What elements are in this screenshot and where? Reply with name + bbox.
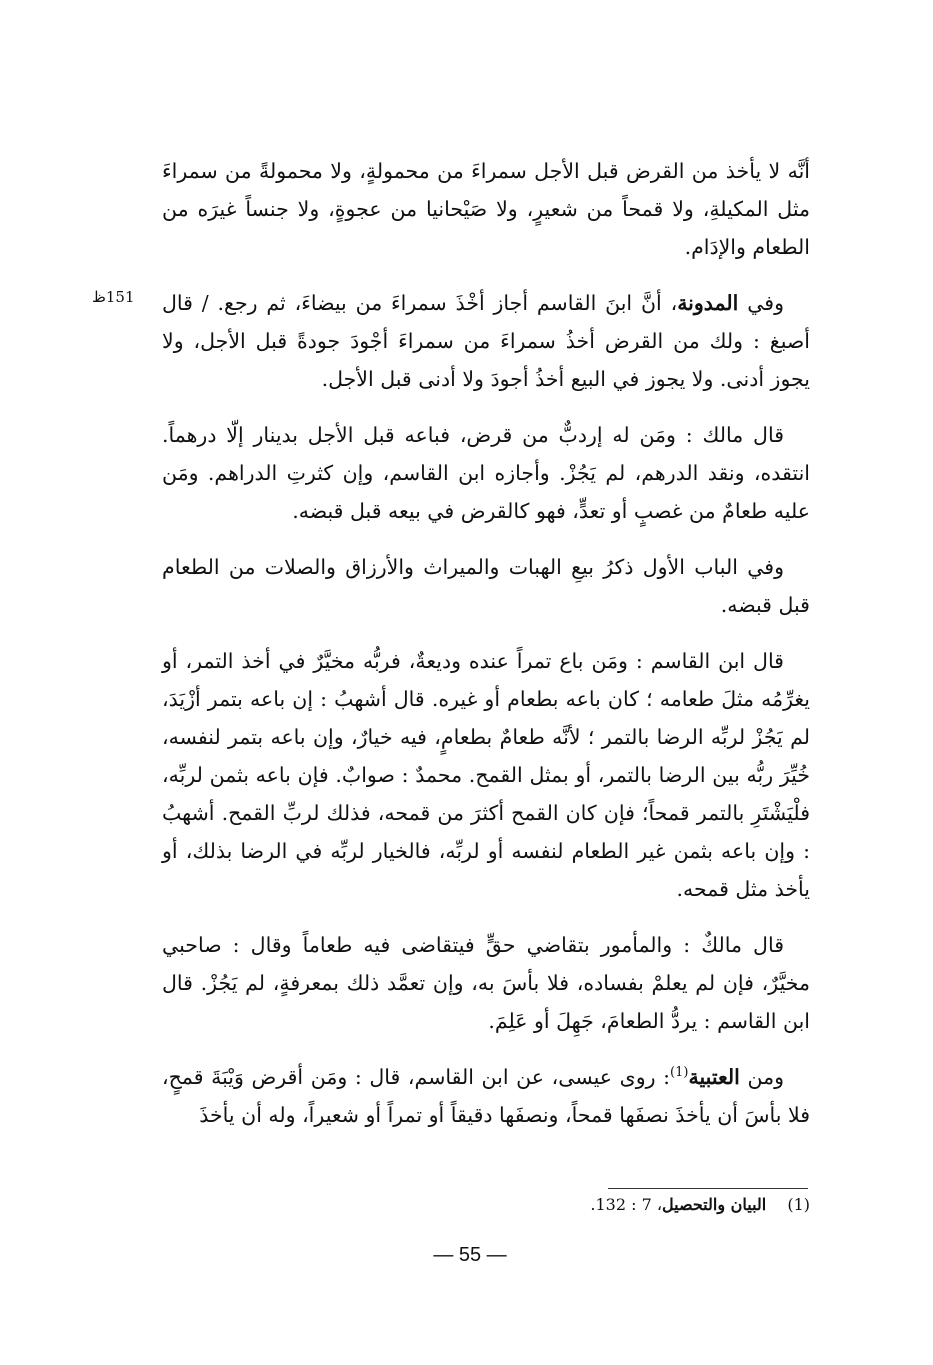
paragraph-5 (162, 642, 810, 908)
paragraph-2-bold-term: المدونة (677, 291, 739, 315)
paragraph-7 (162, 1058, 810, 1134)
footnote-source: البيان والتحصيل (662, 1195, 767, 1214)
paragraph-6-text: قال مالكٌ : والمأمور بتقاضي حقٍّ فيتقاضى فيه طعاماً وقال : صاحبي مخيَّرٌ، فإن لم يعلمْ بفساده، فلا بأسَ به، وإن تعمَّد ذلك بمعرفةٍ، لم يَجُزْ. قال ابن القاسم : يردُّ الطعامَ، جَهِلَ أو عَلِمَ. (162, 933, 810, 1033)
paragraph-4 (162, 548, 810, 624)
page-number: — 55 — (433, 1244, 507, 1266)
paragraph-7-lead: ومن (747, 1065, 784, 1089)
paragraph-4-text: وفي الباب الأول ذكرُ بيعِ الهبات والميراث والأرزاق والصلات من الطعام قبل قبضه. (162, 555, 810, 617)
footnote-divider (608, 1188, 808, 1189)
paragraph-1-text: أنَّه لا يأخذ من القرض قبل الأجل سمراءَ من محمولةٍ، ولا محمولةً من سمراءَ مثل المكيلةِ، ولا قمحاً من شعيرٍ، ولا صَيْحانيا من عجوةٍ، ولا جنساً غيرَه من الطعام والإدَام. (162, 159, 810, 259)
paragraph-5-text: قال ابن القاسم : ومَن باع تمراً عنده وديعةٌ، فربُّه مخيَّرٌ في أخذ التمر، أو يغرِّمُه مثلَ طعامه ؛ كان باعه بطعام أو غيره. قال أشهبُ : إن باعه بتمر أزْيَدَ، لم يَجُزْ لربِّه الرضا بالتمر ؛ لأنَّه طعامٌ بطعامٍ، فيه خيارٌ، وإن باعه بتمر لنفسه، خُيِّرَ ربُّه بين الرضا بالتمر، أو بمثل القمح. محمدٌ : صوابٌ. فإن باعه بثمن لربِّه، فلْيَشْتَرِ بالتمر قمحاً؛ فإن كان القمح أكثرَ من قمحه، فذلك لربِّ القمح. أشهبُ : وإن باعه بثمن غير الطعام لنفسه أو لربِّه، فالخيار لربِّه في الرضا بذلك، أو يأخذ مثل قمحه. (162, 649, 810, 901)
paragraph-7-bold-term: العتبية (688, 1065, 740, 1089)
paragraph-2 (162, 284, 810, 398)
footnote-reference[interactable]: (1) (670, 1065, 689, 1081)
paragraph-2-lead: وفي (747, 291, 784, 315)
margin-folio-note: 151ظ (92, 288, 135, 306)
paragraph-3-text: قال مالك : ومَن له إردبٌّ من قرض، فباعه قبل الأجل بدينار إلّا درهماً. انتقده، ونقد الدرهم، لم يَجُزْ. وأجازه ابن القاسم، وإن كثرتِ الدراهم. ومَن عليه طعامٌ من غصبٍ أو تعدٍّ، فهو كالقرض في بيعه قبل قبضه. (162, 423, 810, 523)
paragraph-1 (162, 152, 810, 266)
paragraph-2-text: ، أنَّ ابنَ القاسم أجاز أخْذَ سمراءَ من بيضاءَ، ثم رجع. / قال أصبغ : ولك من القرض أخذُ سمراءَ من سمراءَ أجْودَ جودةً قبل الأجل، ولا يجوز أدنى. ولا يجوز في البيع أخذُ أجودَ ولا أدنى قبل الأجل. (162, 291, 810, 391)
paragraph-6 (162, 926, 810, 1040)
footnote-mark: (1) (787, 1195, 810, 1214)
body-text (162, 152, 810, 1152)
footnote (480, 1193, 810, 1217)
paragraph-7-text: : روى عيسى، عن ابن القاسم، قال : ومَن أقرض وَيْبَةَ قمحٍ، فلا بأسَ أن يأخذَ نصفَها قمحاً، ونصفَها دقيقاً أو تمراً أو شعيراً، وله أن يأخذَ (162, 1065, 810, 1127)
paragraph-3 (162, 416, 810, 530)
footnote-ref: ، 7 : 132. (590, 1195, 663, 1214)
